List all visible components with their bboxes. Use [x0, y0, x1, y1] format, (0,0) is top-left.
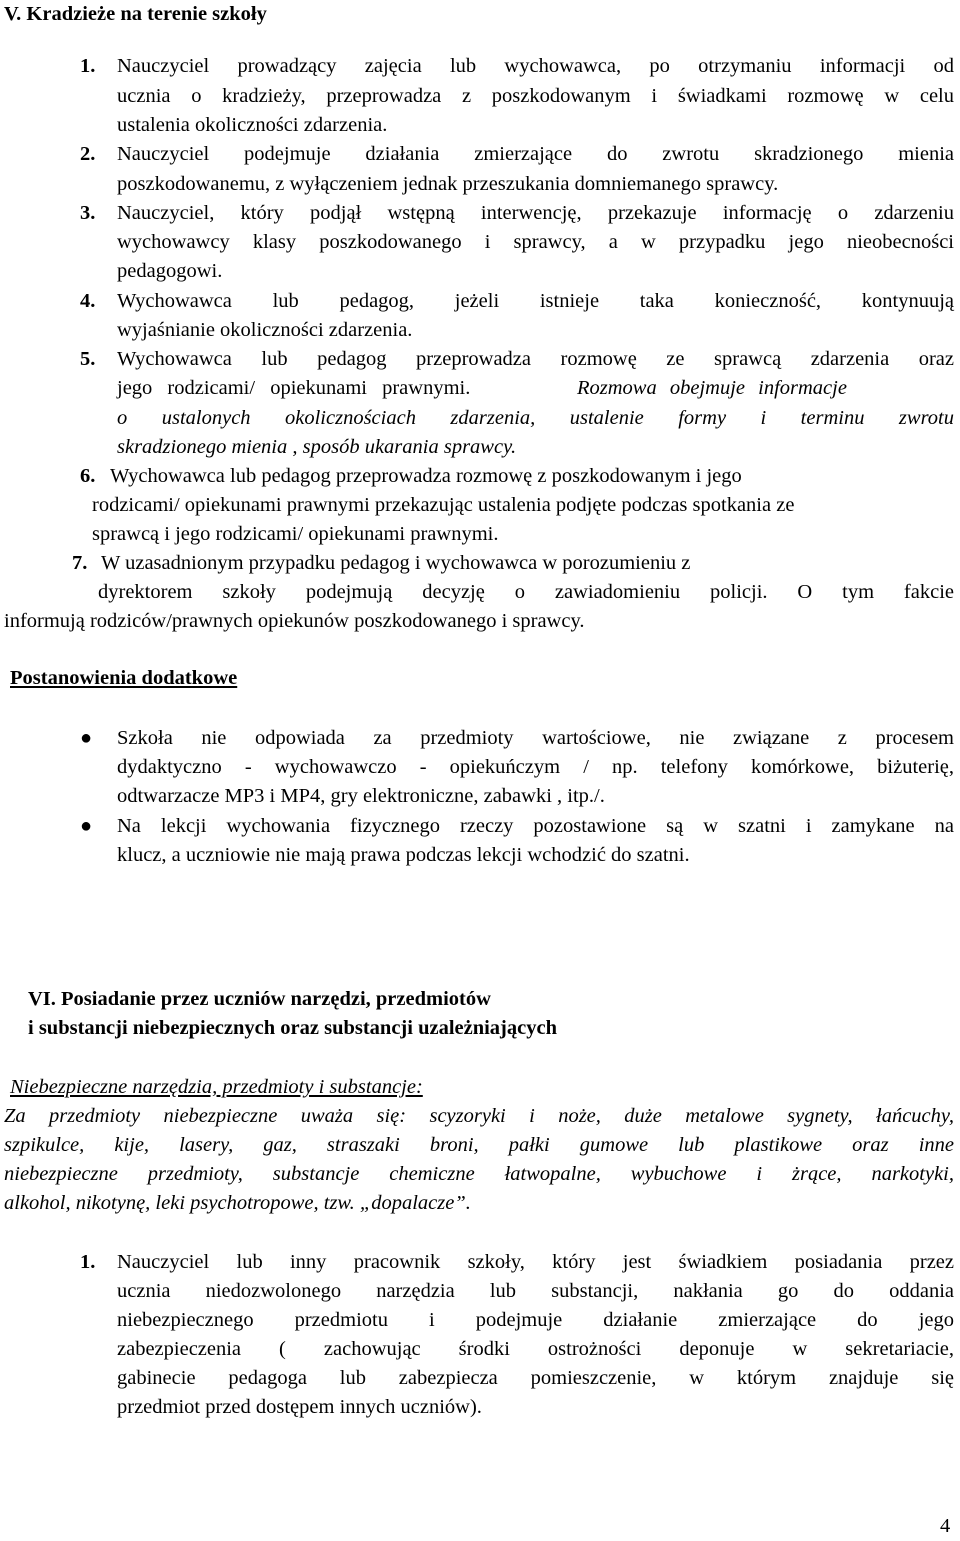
bullet-2-icon: ● [80, 815, 93, 837]
page-number: 4 [940, 1515, 951, 1537]
item-1-number: 1. [80, 55, 96, 77]
bullet-2-line-2: klucz, a uczniowie nie mają prawa podczas lekcji wchodzić do szatni. [117, 844, 690, 866]
item-7-number: 7. [72, 552, 88, 574]
item-4-number: 4. [80, 290, 96, 312]
bullet-1-line-3: odtwarzacze MP3 i MP4, gry elektroniczne, zabawki , itp./. [117, 785, 605, 807]
section-v-heading: V. Kradzieże na terenie szkoły [4, 3, 267, 25]
item-3-line-3: pedagogowi. [117, 260, 223, 282]
item-5-line-3: o ustalonych okolicznościach zdarzenia, ustalenie formy i terminu zwrotu [117, 407, 954, 429]
item-5-number: 5. [80, 348, 96, 370]
item-3-number: 3. [80, 202, 96, 224]
item-7-line-2: dyrektorem szkoły podejmują decyzję o zawiadomieniu policji. O tym fakcie [98, 581, 954, 603]
definition-line-3: niebezpieczne przedmioty, substancje chemiczne łatwopalne, wybuchowe i żrące, narkotyki, [4, 1163, 954, 1185]
definition-line-4: alkohol, nikotynę, leki psychotropowe, tzw. „dopalacze”. [4, 1192, 471, 1214]
item-5-line-2b: Rozmowa obejmuje informacje [577, 377, 847, 399]
bullet-1-line-2: dydaktyczno - wychowawczo - opiekuńczym / np. telefony komórkowe, biżuterię, [117, 756, 954, 778]
vi-item-1-line-3: niebezpiecznego przedmiotu i podejmuje działanie zmierzające do jego [117, 1309, 954, 1331]
definition-line-1: Za przedmioty niebezpieczne uważa się: scyzoryki i noże, duże metalowe sygnety, łańcuchy, [4, 1105, 954, 1127]
item-6-line-2: rodzicami/ opiekunami prawnymi przekazując ustalenia podjęte podczas spotkania ze [92, 494, 795, 516]
item-1-line-2: ucznia o kradzieży, przeprowadza z poszkodowanym i świadkami rozmowę w celu [117, 85, 954, 107]
item-6-number: 6. [80, 465, 96, 487]
item-2-number: 2. [80, 143, 96, 165]
item-3-line-1: Nauczyciel, który podjął wstępną interwencję, przekazuje informację o zdarzeniu [117, 202, 954, 224]
item-4-line-2: wyjaśnianie okoliczności zdarzenia. [117, 319, 413, 341]
item-7-line-1: W uzasadnionym przypadku pedagog i wychowawca w porozumieniu z [101, 552, 691, 574]
vi-item-1-line-4: zabezpieczenia ( zachowując środki ostrożności deponuje w sekretariacie, [117, 1338, 954, 1360]
item-6-line-3: sprawcą i jego rodzicami/ opiekunami prawnymi. [92, 523, 499, 545]
vi-item-1-line-5: gabinecie pedagoga lub zabezpiecza pomieszczenie, w którym znajduje się [117, 1367, 954, 1389]
item-5-line-2a: jego rodzicami/ opiekunami prawnymi. [117, 377, 471, 399]
section-vi-heading-line-2: i substancji niebezpiecznych oraz substancji uzależniających [28, 1017, 557, 1039]
item-5-line-4: skradzionego mienia , sposób ukarania sprawcy. [117, 436, 517, 458]
item-6-line-1: Wychowawca lub pedagog przeprowadza rozmowę z poszkodowanym i jego [110, 465, 742, 487]
definition-line-2: szpikulce, kije, lasery, gaz, straszaki broni, pałki gumowe lub plastikowe oraz inne [4, 1134, 954, 1156]
item-7-line-3: informują rodziców/prawnych opiekunów poszkodowanego i sprawcy. [4, 610, 585, 632]
item-5-line-1: Wychowawca lub pedagog przeprowadza rozmowę ze sprawcą zdarzenia oraz [117, 348, 954, 370]
dangerous-items-subheading: Niebezpieczne narzędzia, przedmioty i substancje: [10, 1076, 423, 1098]
bullet-1-line-1: Szkoła nie odpowiada za przedmioty wartościowe, nie związane z procesem [117, 727, 954, 749]
item-3-line-2: wychowawcy klasy poszkodowanego i sprawcy, a w przypadku jego nieobecności [117, 231, 954, 253]
item-4-line-1: Wychowawca lub pedagog, jeżeli istnieje taka konieczność, kontynuują [117, 290, 954, 312]
item-2-line-1: Nauczyciel podejmuje działania zmierzające do zwrotu skradzionego mienia [117, 143, 954, 165]
bullet-2-line-1: Na lekcji wychowania fizycznego rzeczy pozostawione są w szatni i zamykane na [117, 815, 954, 837]
vi-item-1-number: 1. [80, 1251, 96, 1273]
item-2-line-2: poszkodowanemu, z wyłączeniem jednak przeszukania domniemanego sprawcy. [117, 173, 779, 195]
section-vi-heading-line-1: VI. Posiadanie przez uczniów narzędzi, przedmiotów [28, 988, 491, 1010]
item-1-line-3: ustalenia okoliczności zdarzenia. [117, 114, 388, 136]
item-1-line-1: Nauczyciel prowadzący zajęcia lub wychowawca, po otrzymaniu informacji od [117, 55, 954, 77]
vi-item-1-line-6: przedmiot przed dostępem innych uczniów). [117, 1396, 482, 1418]
vi-item-1-line-2: ucznia niedozwolonego narzędzia lub substancji, nakłania go do oddania [117, 1280, 954, 1302]
vi-item-1-line-1: Nauczyciel lub inny pracownik szkoły, który jest świadkiem posiadania przez [117, 1251, 954, 1273]
additional-provisions-heading: Postanowienia dodatkowe [10, 667, 238, 689]
bullet-1-icon: ● [80, 727, 93, 749]
